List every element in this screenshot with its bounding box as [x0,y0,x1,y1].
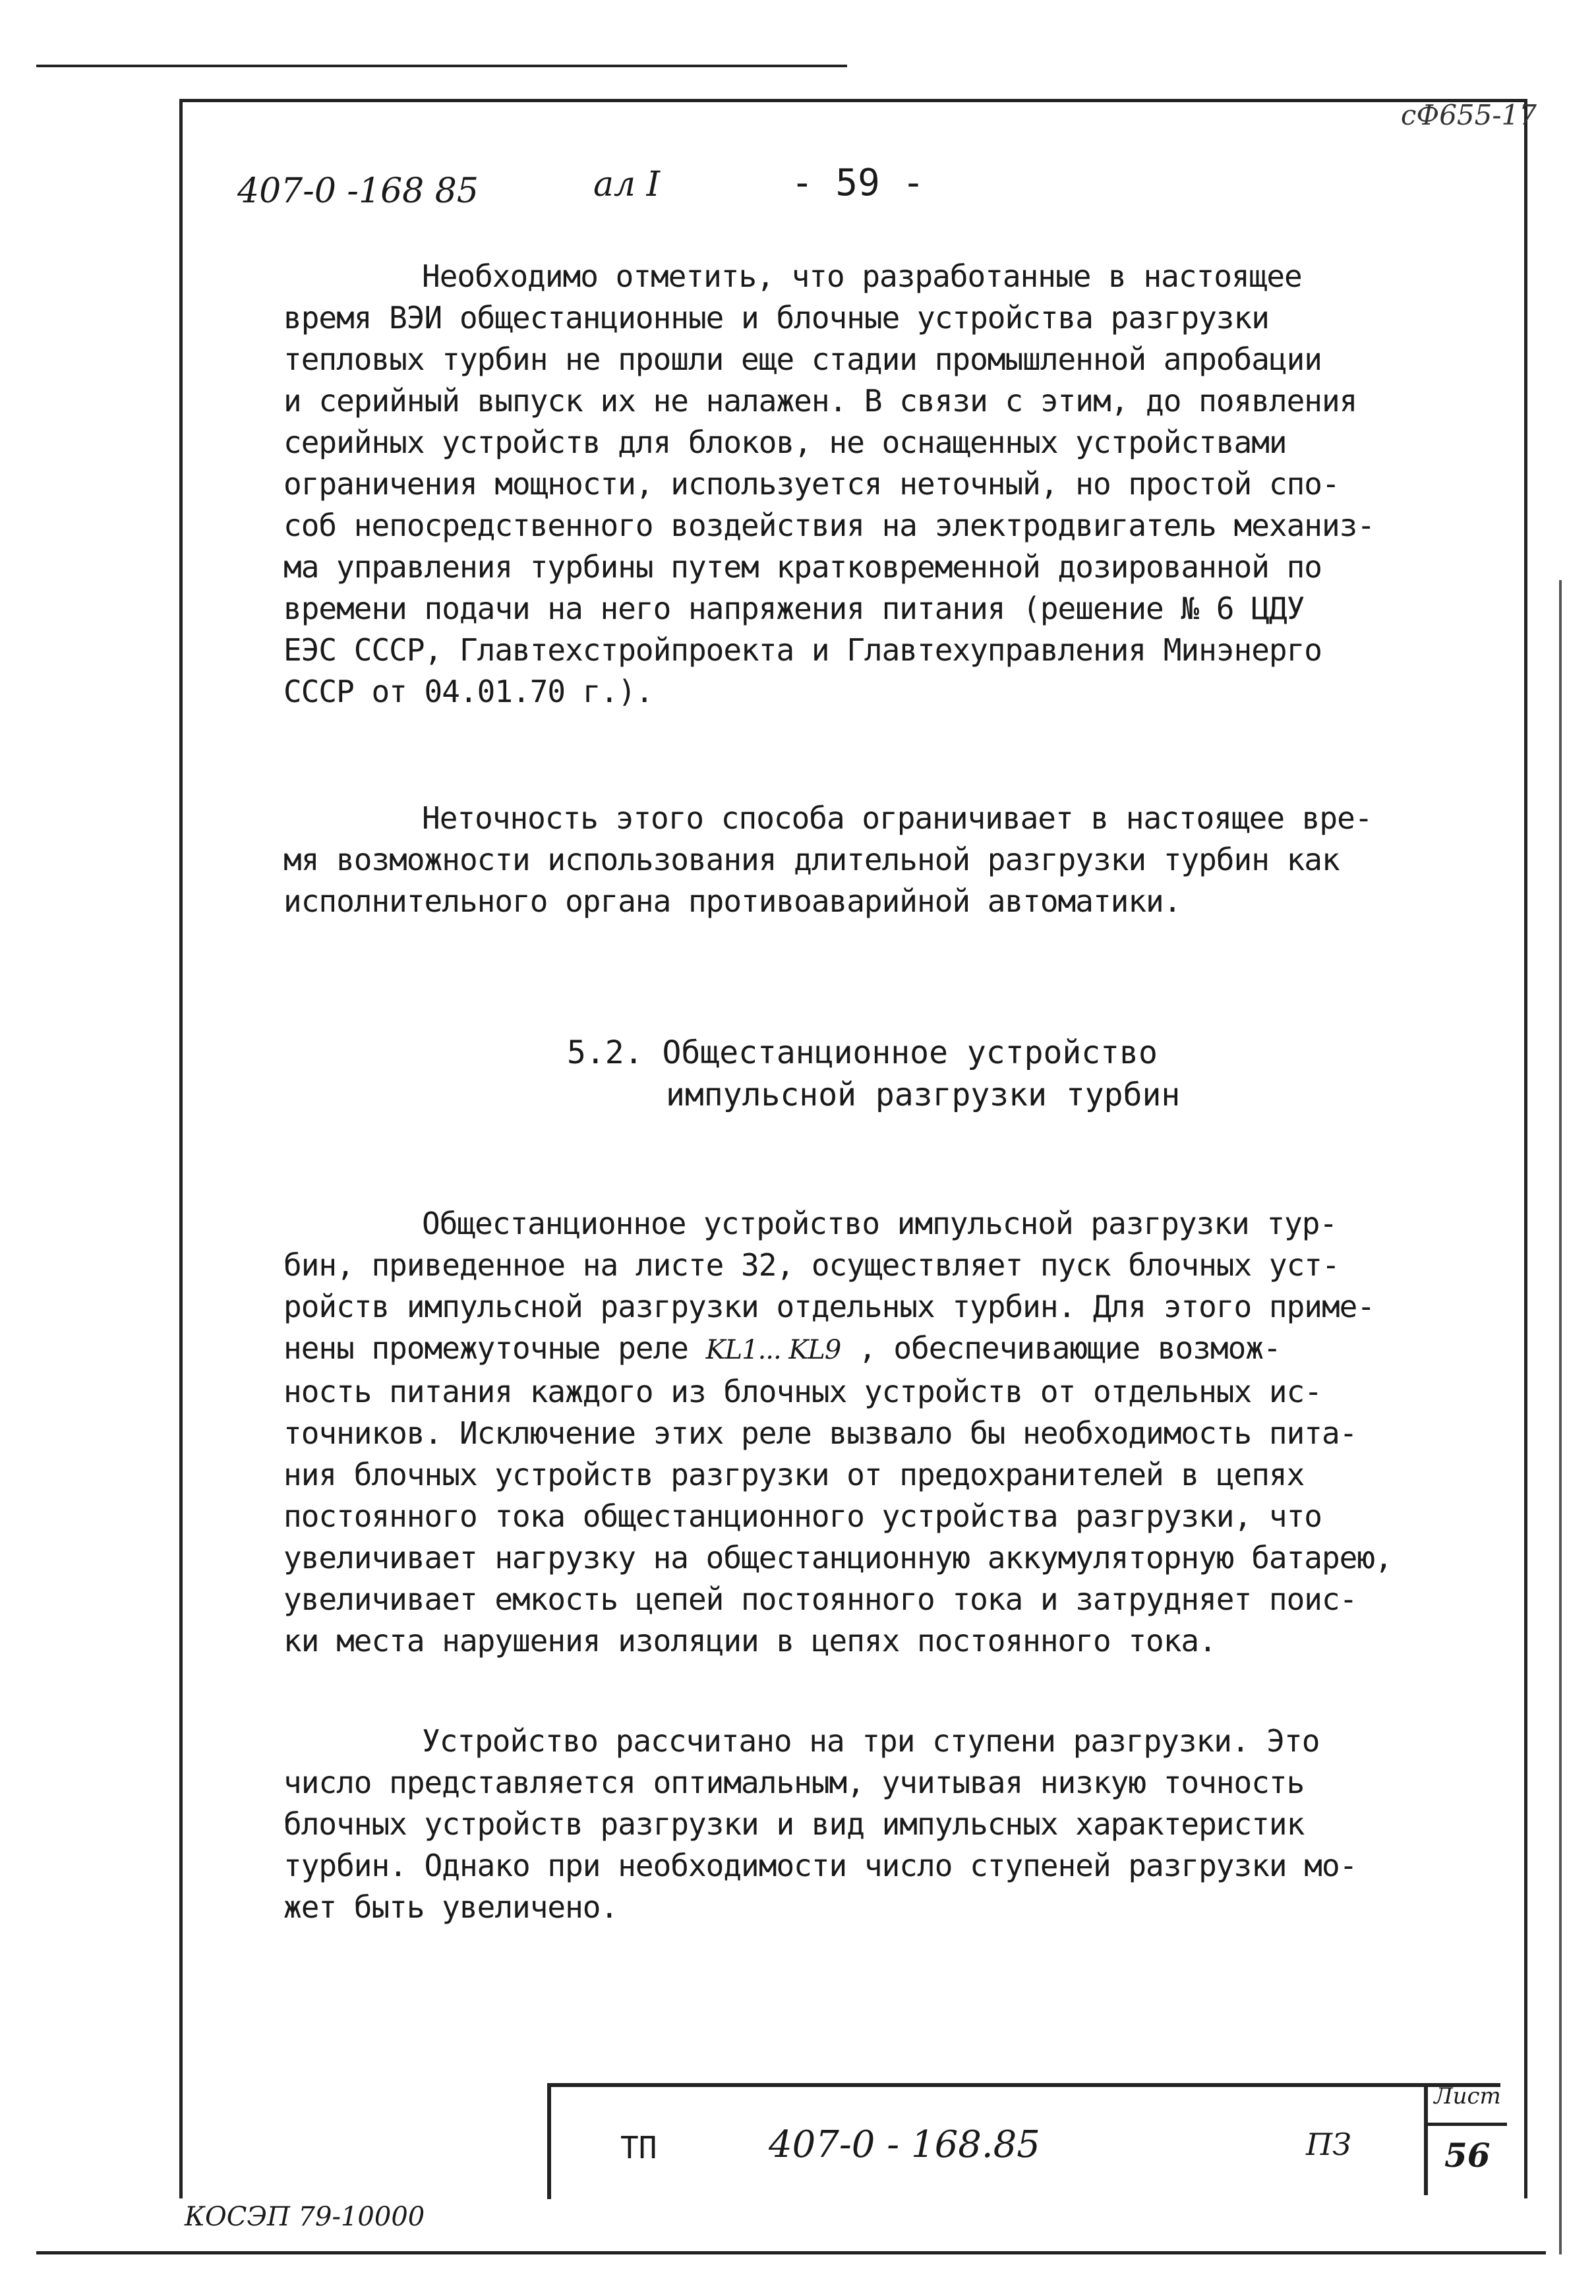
title-block-code: 407-0 - 168.85 [769,2123,1040,2166]
relay-designation: KL1... KL9 [705,1335,841,1365]
title-block [547,2083,1500,2199]
section-heading-line-1: 5.2. Общестанционное устройство [567,1034,1158,1071]
corner-code: сФ655-17 [1400,99,1537,131]
sheet-number-label: Лист [1428,2083,1507,2126]
page-number: - 59 - [791,162,925,204]
title-block-pz: ПЗ [1306,2127,1351,2162]
paragraph-3-part-1: Общестанционное устройство импульсной разгрузки тур- бин, приведенное на листе 32, осуществляет пуск блочных уст- ройств импульсной разгрузки отдельных турбин. Для этого приме- нены промежуточные реле [283,1206,1375,1366]
paragraph-2-text: Неточность этого способа ограничивает в настоящее вре- мя возможности использования длительной разгрузки турбин как исполнительного органа противоаварийной автоматики. [283,800,1373,919]
sheet-number: 56 [1444,2136,1491,2175]
footer-code: КОСЭП 79-10000 [185,2202,425,2232]
paragraph-4-text: Устройство рассчитано на три ступени разгрузки. Это число представляется оптимальным, учитывая низкую точность блочных устройств разгрузки и вид импульсных характеристик турбин. Однако при необходимости число ступеней разгрузки мо- жет быть увеличено. [283,1723,1357,1925]
paragraph-3-part-2: , обеспечивающие возмож- ность питания каждого из блочных устройств от отдельных ис- точников. Исключение этих реле вызвало бы необходимость пита- ния блочных устройств разгрузки от предохранителей в цепях постоянного тока общестанционного устройства разгрузки, что увеличивает нагрузку на общестанционную аккумуляторную батарею, увеличивает емкость цепей постоянного тока и затрудняет поис- ки места нарушения изоляции в цепях постоянного тока. [283,1330,1392,1659]
section-heading [567,1032,1180,1116]
sheet-number-box [1424,2083,1507,2195]
paragraph-1-text: Необходимо отметить, что разработанные в настоящее время ВЭИ общестанционные и блочные устройства разгрузки тепловых турбин не прошли еще стадии промышленной апробации и серийный выпуск их не налажен. В связи с этим, до появления серийных устройств для блоков, не оснащенных устройствами ограничения мощности, используется неточный, но простой спо- соб непосредственного воздействия на электродвигатель механиз- ма управления турбины путем кратковременной дозированной по времени подачи на него напряжения питания (решение № 6 ЦДУ ЕЭС СССР, Главтехстройпроекта и Главтехуправления Минэнерго СССР от 04.01.70 г.). [283,258,1375,709]
right-margin-line [1559,580,1562,2254]
paragraph-4 [283,1721,1470,1928]
bottom-rule [36,2251,1546,2254]
paragraph-2 [283,798,1470,922]
section-heading-line-2: импульсной разгрузки турбин [666,1076,1181,1113]
sheet-label: ал I [593,165,661,204]
paragraph-3 [283,1203,1470,1662]
top-rule [36,65,847,67]
document-code: 407-0 -168 85 [237,171,479,211]
paragraph-3-text [283,1203,1470,1662]
paragraph-1 [283,256,1470,713]
title-block-tp: ТП [620,2130,657,2165]
